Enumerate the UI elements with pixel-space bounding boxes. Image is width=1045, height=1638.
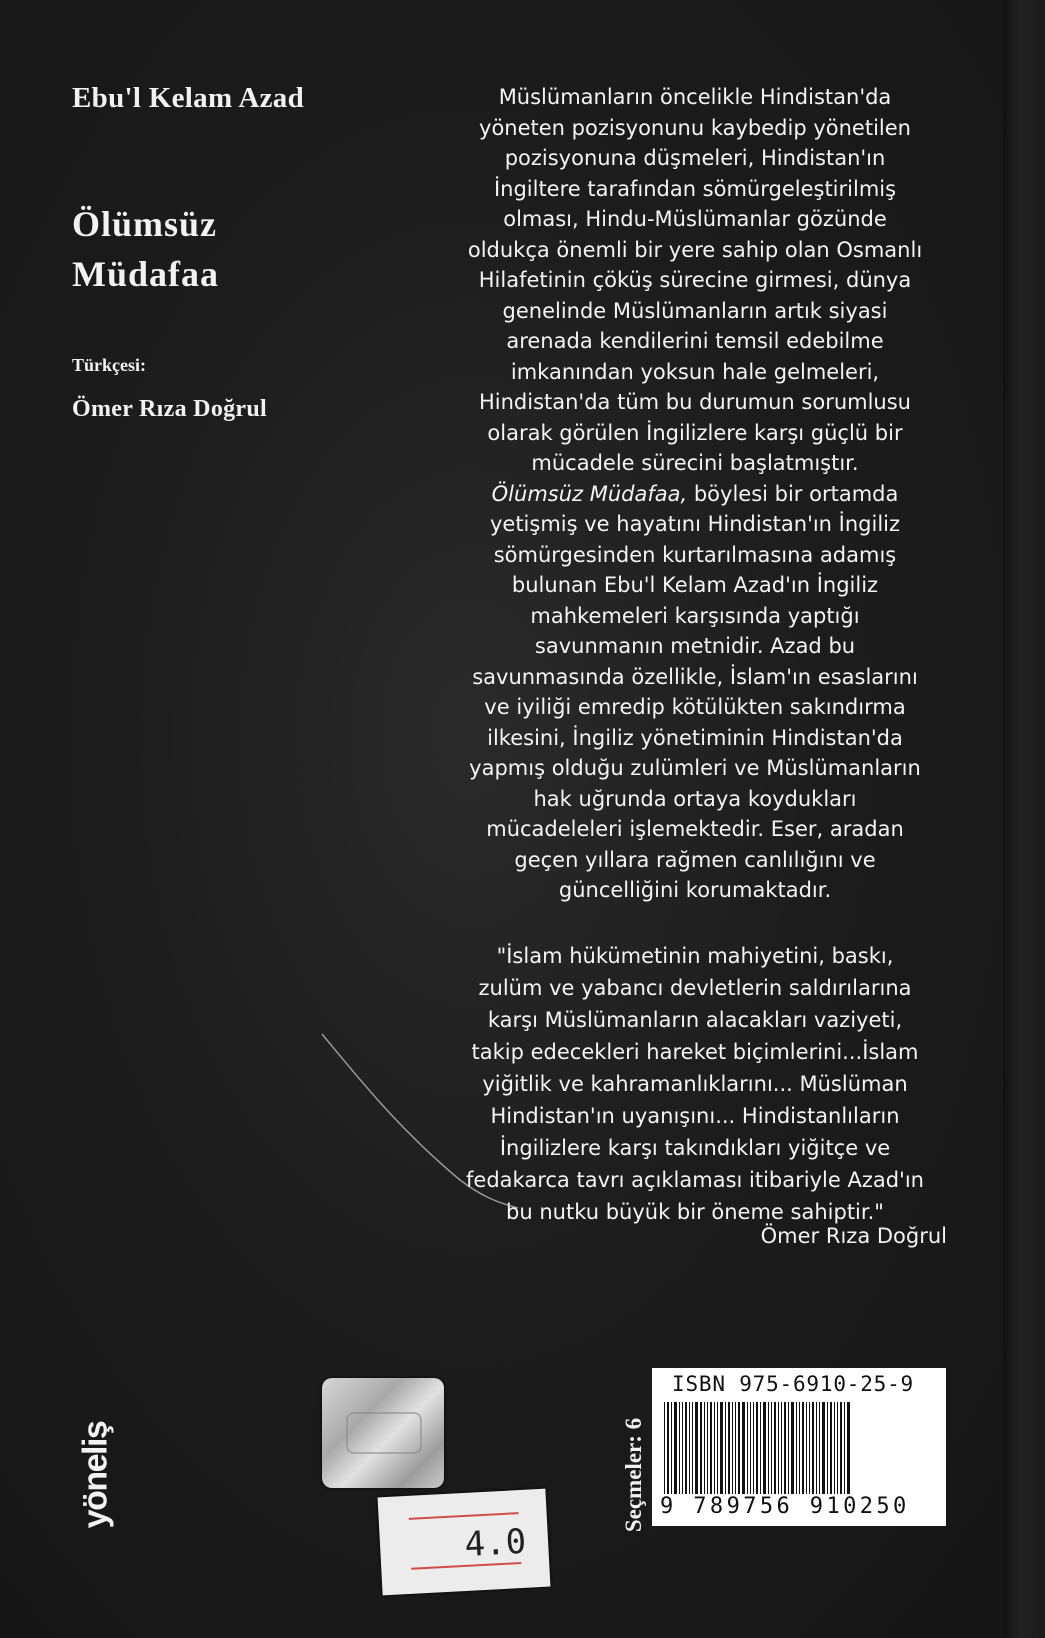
barcode-bar: [700, 1402, 702, 1494]
description-text: [440, 82, 950, 906]
quote-line: Hindistan'ın uyanışını... Hindistanlıların: [490, 1104, 900, 1128]
blurb-line: imkanından yoksun hale gelmeleri,: [510, 359, 880, 384]
barcode-bar: [778, 1402, 779, 1494]
blurb-line: oldukça önemli bir yere sahip olan Osmanlı: [467, 237, 923, 262]
book-title-italic: Ölümsüz Müdafaa,: [491, 481, 688, 506]
hologram-mark: [346, 1412, 422, 1454]
quote-line: İngilizlere karşı takındıkları yiğitçe ve: [499, 1136, 891, 1160]
quote-author: Ömer Rıza Doğrul: [760, 1224, 947, 1248]
left-column: [72, 82, 392, 423]
blurb-line: yetişmiş ve hayatını Hindistan'ın İngiliz: [489, 512, 901, 536]
blurb-line: hak uğrunda ortaya koydukları: [533, 786, 857, 811]
barcode-bar: [827, 1402, 828, 1494]
barcode-bar: [791, 1402, 794, 1494]
blurb-line: olması, Hindu-Müslümanlar gözünde: [503, 207, 887, 231]
blurb-line: ve iyiliği emredip kötülükten sakındırma: [484, 695, 906, 719]
series-text: Seçmeler: 6: [621, 1417, 646, 1533]
blurb-line: sömürgesinden kurtarılmasına adamış: [493, 542, 897, 567]
barcode-bar: [802, 1402, 804, 1494]
barcode-bar: [812, 1402, 814, 1494]
isbn-text: ISBN 975-6910-25-9: [672, 1372, 914, 1396]
blurb-line: arenada kendilerini temsil edebilme: [506, 329, 884, 353]
barcode-bar: [735, 1402, 736, 1494]
barcode-bar: [756, 1402, 758, 1494]
barcode-bar: [689, 1402, 690, 1494]
blurb-line: savunmanın metnidir. Azad bu: [534, 634, 856, 658]
ean-digits: 9 789756 910250: [660, 1494, 910, 1519]
barcode-bar: [781, 1402, 782, 1494]
blurb-line: Hindistan'da tüm bu durumun sorumlusu: [478, 390, 911, 414]
barcode-bar: [830, 1402, 832, 1494]
barcode-bar: [750, 1402, 751, 1494]
blurb-line: [440, 479, 950, 510]
barcode-bar: [840, 1402, 842, 1494]
barcode-bar: [844, 1402, 845, 1494]
cover-edge: [1003, 0, 1045, 1638]
barcode-bar: [717, 1402, 718, 1494]
translator-label: Türkçesi:: [72, 355, 146, 375]
barcode-bar: [704, 1402, 705, 1494]
blurb-line: İngiltere tarafından sömürgeleştirilmiş: [493, 176, 897, 201]
barcode-bar: [819, 1402, 820, 1494]
barcode-bar: [674, 1402, 677, 1494]
blurb-line: geçen yıllara rağmen canlılığını ve: [514, 847, 876, 872]
price-sticker: [378, 1489, 551, 1596]
title-line-2: Müdafaa: [72, 254, 220, 294]
barcode-bar: [816, 1402, 817, 1494]
barcode-bar: [774, 1402, 776, 1494]
sticker-red-line: [409, 1512, 519, 1520]
barcode-bar: [685, 1402, 687, 1494]
series-label: [614, 1375, 654, 1575]
quote-line: bu nutku büyük bir öneme sahiptir.": [506, 1200, 884, 1224]
barcode-bar: [720, 1402, 723, 1494]
hologram-sticker: [322, 1378, 444, 1488]
publisher-name: yöneliş: [76, 1421, 115, 1529]
blurb-line: bulunan Ebu'l Kelam Azad'ın İngiliz: [511, 573, 879, 597]
barcode-bars: [664, 1402, 936, 1494]
blurb-line: güncelliğini korumaktadır.: [558, 878, 832, 902]
blurb-line: mahkemeleri karşısında yaptığı: [530, 603, 860, 628]
barcode: [652, 1368, 946, 1526]
author-name: Ebu'l Kelam Azad: [72, 82, 304, 114]
blurb-line: mücadeleleri işlemektedir. Eser, aradan: [486, 817, 904, 841]
blurb-line: yapmış olduğu zulümleri ve Müslümanların: [469, 756, 921, 780]
barcode-bar: [763, 1402, 766, 1494]
blurb-line: Hilafetinin çöküş sürecine girmesi, dünya: [478, 268, 912, 292]
barcode-bar: [768, 1402, 769, 1494]
barcode-bar: [695, 1402, 698, 1494]
barcode-bar: [714, 1402, 715, 1494]
blurb-line: ilkesini, İngiliz yönetiminin Hindistan'da: [487, 725, 903, 750]
blurb-line: yöneten pozisyonunu kaybedip yönetilen: [479, 115, 911, 140]
barcode-bar: [796, 1402, 797, 1494]
barcode-bar: [732, 1402, 733, 1494]
barcode-bar: [834, 1402, 835, 1494]
blurb-line: genelinde Müslümanların artık siyasi: [502, 298, 888, 323]
blurb-line: savunmasında özellikle, İslam'ın esaslarını: [472, 664, 918, 689]
barcode-bar: [822, 1402, 825, 1494]
barcode-bar: [788, 1402, 789, 1494]
blurb-line: mücadele sürecini başlatmıştır.: [531, 451, 859, 475]
barcode-bar: [692, 1402, 693, 1494]
quote-line: fedakarca tavrı açıklaması itibariyle Azad'ın: [466, 1168, 924, 1192]
barcode-bar: [738, 1402, 740, 1494]
quote-line: yiğitlik ve kahramanlıklarını... Müslüman: [482, 1072, 908, 1096]
barcode-bar: [725, 1402, 726, 1494]
barcode-bar: [806, 1402, 807, 1494]
barcode-bar: [682, 1402, 683, 1494]
barcode-bar: [679, 1402, 680, 1494]
barcode-bar: [753, 1402, 754, 1494]
price-value: 4.0: [463, 1521, 528, 1565]
barcode-bar: [799, 1402, 800, 1494]
barcode-bar: [710, 1402, 712, 1494]
quote-line: karşı Müslümanların alacakları vaziyeti,: [487, 1008, 903, 1032]
blurb-line: olarak görülen İngilizlere karşı güçlü bir: [487, 420, 903, 445]
blurb-line-rest: böylesi bir ortamda: [687, 481, 899, 506]
barcode-bar: [809, 1402, 810, 1494]
barcode-bar: [728, 1402, 730, 1494]
barcode-bar: [667, 1402, 669, 1494]
barcode-bar: [707, 1402, 708, 1494]
cover-scratch: [320, 1030, 520, 1210]
title-line-1: Ölümsüz: [72, 204, 218, 244]
translator-name: Ömer Rıza Doğrul: [72, 396, 267, 422]
book-title: [72, 199, 392, 299]
barcode-bar: [771, 1402, 772, 1494]
barcode-bar: [747, 1402, 748, 1494]
blurb-line: pozisyonuna düşmeleri, Hindistan'ın: [504, 146, 886, 170]
barcode-bar: [837, 1402, 838, 1494]
barcode-bar: [664, 1402, 665, 1494]
quote-line: takip edecekleri hareket biçimlerini...İslam: [471, 1040, 919, 1064]
barcode-bar: [671, 1402, 672, 1494]
barcode-bar: [784, 1402, 786, 1494]
blurb-line: Müslümanların öncelikle Hindistan'da: [498, 85, 892, 109]
barcode-bar: [847, 1402, 850, 1494]
barcode-bar: [760, 1402, 761, 1494]
quote-line: "İslam hükümetinin mahiyetini, baskı,: [496, 944, 894, 968]
barcode-bar: [742, 1402, 745, 1494]
quote-line: zulüm ve yabancı devletlerin saldırılarına: [478, 976, 912, 1000]
publisher-logo: [66, 1395, 126, 1555]
